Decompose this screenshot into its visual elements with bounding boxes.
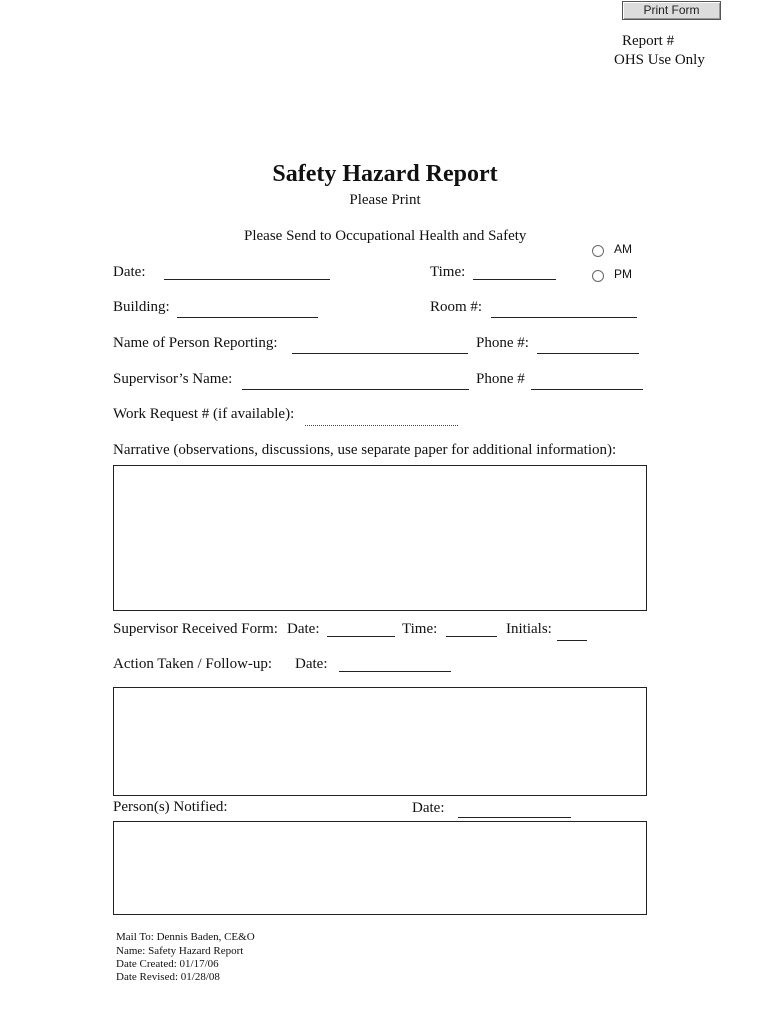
supervisor-received-date-label: Date:	[287, 621, 320, 637]
supervisor-received-date-field[interactable]	[327, 636, 395, 637]
report-number-label: Report #	[622, 33, 675, 49]
building-label: Building:	[113, 299, 170, 315]
footer-mail-to: Mail To: Dennis Baden, CE&O	[116, 931, 255, 943]
notified-date-field[interactable]	[458, 817, 571, 818]
footer-date-created: Date Created: 01/17/06	[116, 958, 219, 970]
am-radio[interactable]	[592, 245, 604, 257]
footer-form-name: Name: Safety Hazard Report	[116, 945, 244, 957]
supervisor-name-label: Supervisor’s Name:	[113, 371, 233, 387]
phone-field[interactable]	[537, 353, 639, 354]
supervisor-received-time-field[interactable]	[446, 636, 497, 637]
am-label: AM	[614, 242, 632, 256]
narrative-textbox[interactable]	[113, 465, 647, 611]
supervisor-phone-field[interactable]	[531, 389, 643, 390]
building-field[interactable]	[177, 317, 318, 318]
persons-notified-label: Person(s) Notified:	[113, 799, 228, 815]
action-date-field[interactable]	[339, 671, 451, 672]
person-reporting-field[interactable]	[292, 353, 468, 354]
supervisor-phone-label: Phone #	[476, 371, 525, 387]
supervisor-name-field[interactable]	[242, 389, 469, 390]
pm-radio[interactable]	[592, 270, 604, 282]
initials-field[interactable]	[557, 640, 587, 641]
date-field[interactable]	[164, 279, 330, 280]
work-request-field[interactable]	[305, 425, 458, 426]
room-field[interactable]	[491, 317, 637, 318]
print-form-button[interactable]: Print Form	[622, 1, 721, 20]
work-request-label: Work Request # (if available):	[113, 406, 295, 422]
supervisor-received-time-label: Time:	[402, 621, 438, 637]
persons-notified-textbox[interactable]	[113, 821, 647, 915]
room-label: Room #:	[430, 299, 483, 315]
narrative-label: Narrative (observations, discussions, use separate paper for additional information):	[113, 442, 617, 458]
supervisor-received-label: Supervisor Received Form:	[113, 621, 278, 637]
phone-label: Phone #:	[476, 335, 529, 351]
page-title: Safety Hazard Report	[272, 161, 498, 187]
ohs-use-only-label: OHS Use Only	[614, 52, 705, 68]
person-reporting-label: Name of Person Reporting:	[113, 335, 278, 351]
pm-label: PM	[614, 267, 632, 281]
action-taken-label: Action Taken / Follow-up:	[113, 656, 273, 672]
time-label: Time:	[430, 264, 466, 280]
action-taken-textbox[interactable]	[113, 687, 647, 796]
time-field[interactable]	[473, 279, 556, 280]
date-label: Date:	[113, 264, 146, 280]
notified-date-label: Date:	[412, 800, 445, 816]
please-print-subtitle: Please Print	[349, 192, 421, 208]
initials-label: Initials:	[506, 621, 552, 637]
send-to-instruction: Please Send to Occupational Health and Safety	[244, 228, 527, 244]
action-date-label: Date:	[295, 656, 328, 672]
footer-date-revised: Date Revised: 01/28/08	[116, 971, 220, 983]
